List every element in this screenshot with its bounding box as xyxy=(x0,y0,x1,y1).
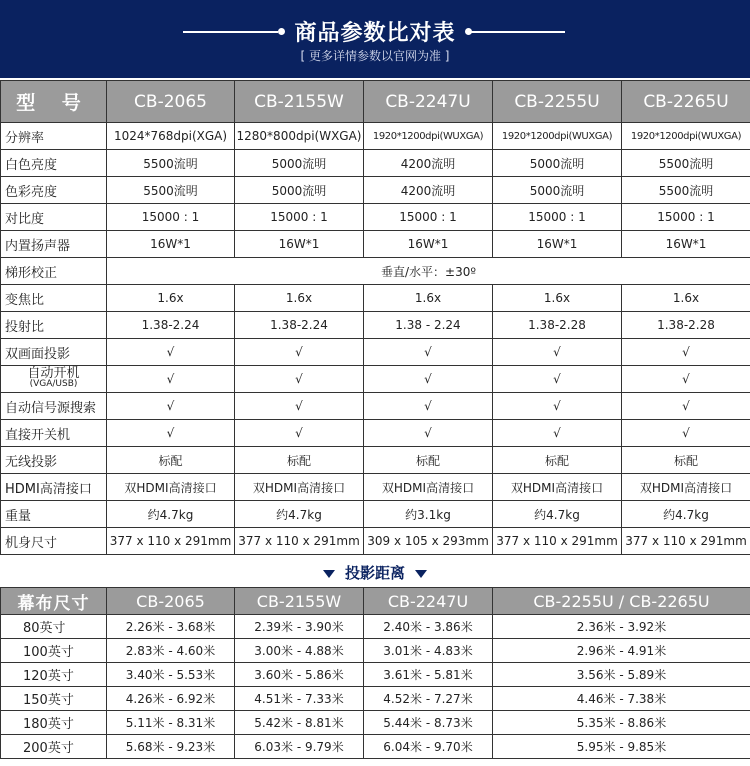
row-label: 无线投影 xyxy=(1,447,107,474)
table-row xyxy=(1,339,750,366)
table-row xyxy=(1,639,750,663)
spec-cell: 约3.1kg xyxy=(364,501,493,528)
page-subtitle: [ 更多详情参数以官网为准 ] xyxy=(300,49,450,63)
spec-cell: 标配 xyxy=(364,447,493,474)
spec-cell: 1.6x xyxy=(364,285,493,312)
spec-cell: 标配 xyxy=(493,447,622,474)
spec-cell: 1.6x xyxy=(622,285,750,312)
spec-cell: 377 x 110 x 291mm xyxy=(235,528,364,555)
row-label: 分辨率 xyxy=(1,123,107,150)
screen-size-label: 100英寸 xyxy=(1,639,107,663)
triangle-down-icon xyxy=(415,570,427,578)
distance-cell: 5.35米 - 8.86米 xyxy=(493,711,750,735)
spec-cell: 约4.7kg xyxy=(107,501,235,528)
distance-section-header xyxy=(0,560,750,586)
spec-body xyxy=(1,123,750,555)
spec-cell: √ xyxy=(107,393,235,420)
spec-cell: 双HDMI高清接口 xyxy=(235,474,364,501)
spec-cell: 4200流明 xyxy=(364,150,493,177)
spec-cell: 4200流明 xyxy=(364,177,493,204)
row-label: 对比度 xyxy=(1,204,107,231)
screen-size-label: 200英寸 xyxy=(1,735,107,759)
spec-cell: √ xyxy=(364,339,493,366)
spec-cell: 5500流明 xyxy=(622,150,750,177)
distance-cell: 2.36米 - 3.92米 xyxy=(493,615,750,639)
screen-size-header: 幕布尺寸 xyxy=(1,588,107,615)
distance-cell: 5.11米 - 8.31米 xyxy=(107,711,235,735)
spec-cell: 15000 : 1 xyxy=(493,204,622,231)
row-label: 梯形校正 xyxy=(1,258,107,285)
header-banner xyxy=(0,0,750,78)
spec-cell: 标配 xyxy=(622,447,750,474)
spec-cell: 标配 xyxy=(107,447,235,474)
row-sublabel-text: (VGA/USB) xyxy=(29,379,78,389)
triangle-down-icon xyxy=(323,570,335,578)
table-row xyxy=(1,177,750,204)
spec-cell: 1.6x xyxy=(493,285,622,312)
row-label: 内置扬声器 xyxy=(1,231,107,258)
distance-body xyxy=(1,615,750,759)
spec-cell: 5500流明 xyxy=(622,177,750,204)
distance-cell: 3.40米 - 5.53米 xyxy=(107,663,235,687)
spec-cell: √ xyxy=(107,339,235,366)
table-row xyxy=(1,312,750,339)
distance-cell: 3.60米 - 5.86米 xyxy=(235,663,364,687)
spec-cell: 5000流明 xyxy=(493,177,622,204)
table-row xyxy=(1,258,750,285)
model-header: CB-2265U xyxy=(622,81,750,123)
spec-cell: 5500流明 xyxy=(107,177,235,204)
spec-cell: 15000 : 1 xyxy=(235,204,364,231)
row-label: 自动信号源搜索 xyxy=(1,393,107,420)
distance-section-title: 投影距离 xyxy=(344,564,405,582)
model-header: CB-2155W xyxy=(235,81,364,123)
table-row xyxy=(1,663,750,687)
spec-cell: √ xyxy=(235,420,364,447)
spec-cell: 双HDMI高清接口 xyxy=(493,474,622,501)
spec-cell: 377 x 110 x 291mm xyxy=(493,528,622,555)
spec-header-row xyxy=(1,81,750,123)
spec-cell: 1024*768dpi(XGA) xyxy=(107,123,235,150)
table-row xyxy=(1,123,750,150)
distance-cell: 5.44米 - 8.73米 xyxy=(364,711,493,735)
table-row xyxy=(1,615,750,639)
spec-cell: √ xyxy=(235,393,364,420)
model-header: CB-2247U xyxy=(364,588,493,615)
model-header: CB-2065 xyxy=(107,81,235,123)
spec-cell: 约4.7kg xyxy=(235,501,364,528)
spec-cell: √ xyxy=(622,339,750,366)
model-header: CB-2247U xyxy=(364,81,493,123)
distance-cell: 2.40米 - 3.86米 xyxy=(364,615,493,639)
spec-cell: 双HDMI高清接口 xyxy=(107,474,235,501)
spec-cell: √ xyxy=(107,420,235,447)
spec-cell: 1920*1200dpi(WUXGA) xyxy=(622,123,750,150)
page-title: 商品参数比对表 xyxy=(294,21,456,46)
row-label: 变焦比 xyxy=(1,285,107,312)
distance-cell: 2.39米 - 3.90米 xyxy=(235,615,364,639)
spec-cell: 约4.7kg xyxy=(622,501,750,528)
spec-cell: √ xyxy=(622,420,750,447)
spec-cell: 双HDMI高清接口 xyxy=(364,474,493,501)
spec-table xyxy=(0,80,750,555)
model-header: CB-2255U / CB-2265U xyxy=(493,588,750,615)
model-header: CB-2065 xyxy=(107,588,235,615)
distance-cell: 4.52米 - 7.27米 xyxy=(364,687,493,711)
row-label: 白色亮度 xyxy=(1,150,107,177)
spec-cell: 1.38 - 2.24 xyxy=(364,312,493,339)
screen-size-label: 120英寸 xyxy=(1,663,107,687)
spec-cell: 5500流明 xyxy=(107,150,235,177)
spec-cell: 1.38-2.24 xyxy=(107,312,235,339)
spec-cell: 15000 : 1 xyxy=(107,204,235,231)
spec-cell: 1.6x xyxy=(235,285,364,312)
table-row xyxy=(1,366,750,393)
spec-cell: √ xyxy=(493,420,622,447)
table-row xyxy=(1,204,750,231)
model-header: CB-2255U xyxy=(493,81,622,123)
spec-cell: 1.6x xyxy=(107,285,235,312)
spec-cell: 15000 : 1 xyxy=(622,204,750,231)
distance-cell: 3.01米 - 4.83米 xyxy=(364,639,493,663)
distance-cell: 5.68米 - 9.23米 xyxy=(107,735,235,759)
spec-cell: 5000流明 xyxy=(493,150,622,177)
table-row xyxy=(1,231,750,258)
table-row xyxy=(1,420,750,447)
spec-cell: 5000流明 xyxy=(235,177,364,204)
table-row xyxy=(1,501,750,528)
distance-cell: 6.03米 - 9.79米 xyxy=(235,735,364,759)
row-label: 色彩亮度 xyxy=(1,177,107,204)
distance-cell: 5.95米 - 9.85米 xyxy=(493,735,750,759)
row-label: HDMI高清接口 xyxy=(1,474,107,501)
spec-cell: √ xyxy=(493,393,622,420)
spec-cell: 1280*800dpi(WXGA) xyxy=(235,123,364,150)
table-row xyxy=(1,393,750,420)
table-row xyxy=(1,687,750,711)
distance-table xyxy=(0,587,750,759)
spec-cell: 1920*1200dpi(WUXGA) xyxy=(493,123,622,150)
spec-cell: √ xyxy=(107,366,235,393)
spec-cell: 16W*1 xyxy=(235,231,364,258)
spec-cell: √ xyxy=(235,366,364,393)
row-label-text: 自动开机 xyxy=(27,366,80,381)
row-label xyxy=(1,366,107,393)
spec-cell: 377 x 110 x 291mm xyxy=(622,528,750,555)
distance-cell: 2.26米 - 3.68米 xyxy=(107,615,235,639)
spec-cell: 15000 : 1 xyxy=(364,204,493,231)
row-label: 双画面投影 xyxy=(1,339,107,366)
model-label-header: 型 号 xyxy=(1,81,107,123)
row-label: 直接开关机 xyxy=(1,420,107,447)
spec-cell: 377 x 110 x 291mm xyxy=(107,528,235,555)
row-label: 机身尺寸 xyxy=(1,528,107,555)
distance-cell: 4.46米 - 7.38米 xyxy=(493,687,750,711)
spec-cell: 1920*1200dpi(WUXGA) xyxy=(364,123,493,150)
spec-cell: 16W*1 xyxy=(622,231,750,258)
table-row xyxy=(1,735,750,759)
row-label: 重量 xyxy=(1,501,107,528)
spec-cell: √ xyxy=(493,339,622,366)
merged-cell: 垂直/水平：±30º xyxy=(107,258,750,285)
header-decor-line-right xyxy=(470,31,565,33)
spec-cell: √ xyxy=(493,366,622,393)
table-row xyxy=(1,285,750,312)
spec-cell: 16W*1 xyxy=(364,231,493,258)
table-row xyxy=(1,474,750,501)
screen-size-label: 180英寸 xyxy=(1,711,107,735)
table-row xyxy=(1,447,750,474)
distance-header-row xyxy=(1,588,750,615)
spec-cell: √ xyxy=(235,339,364,366)
distance-cell: 4.51米 - 7.33米 xyxy=(235,687,364,711)
distance-cell: 3.56米 - 5.89米 xyxy=(493,663,750,687)
table-row xyxy=(1,150,750,177)
distance-cell: 2.83米 - 4.60米 xyxy=(107,639,235,663)
distance-cell: 4.26米 - 6.92米 xyxy=(107,687,235,711)
distance-cell: 6.04米 - 9.70米 xyxy=(364,735,493,759)
spec-cell: √ xyxy=(364,420,493,447)
distance-cell: 3.61米 - 5.81米 xyxy=(364,663,493,687)
row-label: 投射比 xyxy=(1,312,107,339)
spec-cell: 1.38-2.28 xyxy=(493,312,622,339)
screen-size-label: 80英寸 xyxy=(1,615,107,639)
distance-cell: 3.00米 - 4.88米 xyxy=(235,639,364,663)
spec-cell: 5000流明 xyxy=(235,150,364,177)
spec-cell: √ xyxy=(622,393,750,420)
spec-cell: √ xyxy=(364,366,493,393)
spec-cell: √ xyxy=(364,393,493,420)
distance-cell: 2.96米 - 4.91米 xyxy=(493,639,750,663)
spec-cell: 1.38-2.28 xyxy=(622,312,750,339)
spec-cell: 双HDMI高清接口 xyxy=(622,474,750,501)
spec-cell: √ xyxy=(622,366,750,393)
spec-cell: 标配 xyxy=(235,447,364,474)
distance-cell: 5.42米 - 8.81米 xyxy=(235,711,364,735)
spec-cell: 1.38-2.24 xyxy=(235,312,364,339)
spec-cell: 16W*1 xyxy=(107,231,235,258)
table-row xyxy=(1,528,750,555)
screen-size-label: 150英寸 xyxy=(1,687,107,711)
spec-cell: 16W*1 xyxy=(493,231,622,258)
table-row xyxy=(1,711,750,735)
model-header: CB-2155W xyxy=(235,588,364,615)
spec-cell: 约4.7kg xyxy=(493,501,622,528)
spec-cell: 309 x 105 x 293mm xyxy=(364,528,493,555)
